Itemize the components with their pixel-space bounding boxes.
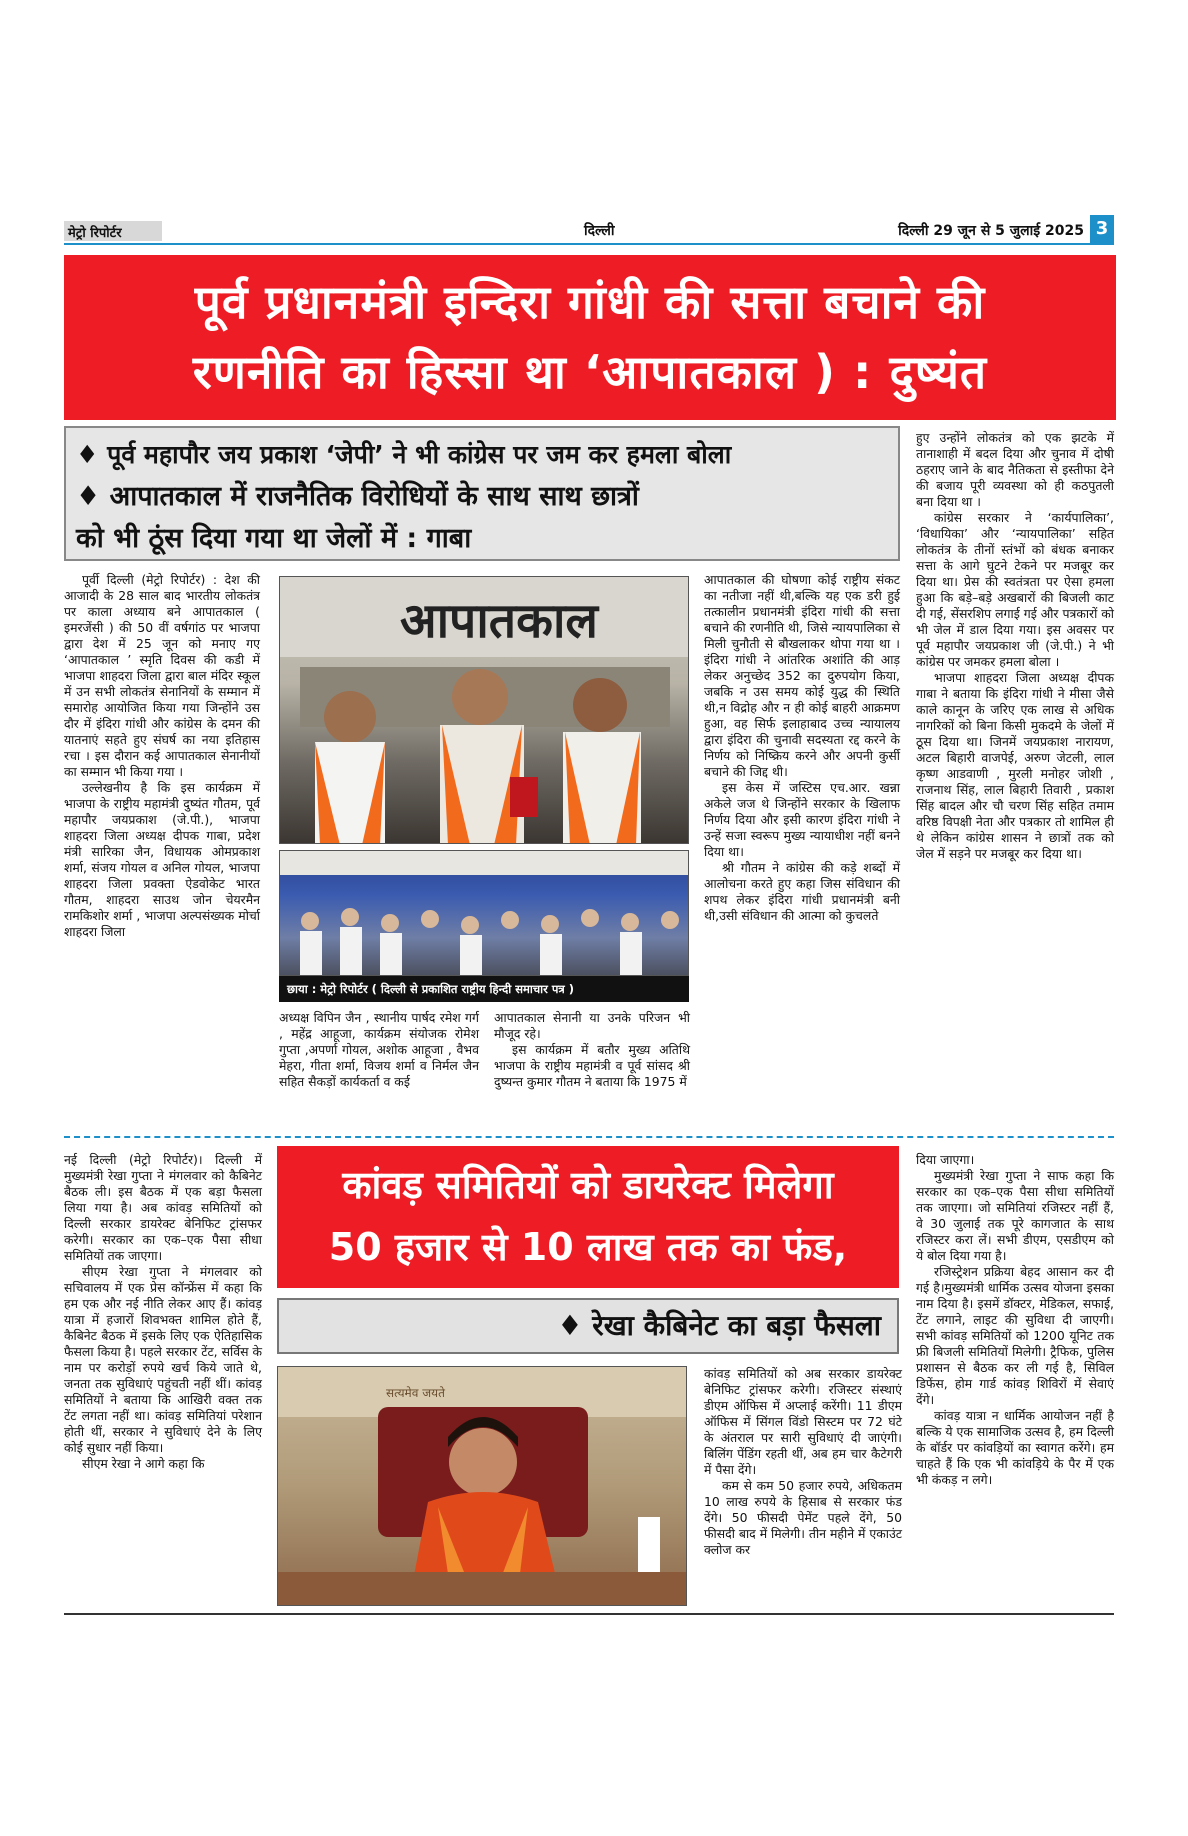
story1-headline <box>64 255 1116 420</box>
story1-deck-line1: ♦ पूर्व महापौर जय प्रकाश ‘जेपी’ ने भी कांग्रेस पर जम कर हमला बोला <box>76 440 732 469</box>
story1-headline-line2: रणनीति का हिस्सा था ‘आपातकाल ) : दुष्यंत <box>192 345 988 399</box>
chief-minister-photo <box>277 1366 687 1606</box>
section-name: दिल्ली <box>584 223 615 239</box>
paper-name: मेट्रो रिपोर्टर <box>64 221 162 241</box>
story1-deck-line2: ♦ आपातकाल में राजनैतिक विरोधियों के साथ साथ छात्रों <box>76 481 639 512</box>
press-conference-illustration <box>280 577 689 844</box>
story1-headline-line1: पूर्व प्रधानमंत्री इन्दिरा गांधी की सत्ता बचाने की <box>194 275 986 329</box>
audience-illustration <box>280 851 689 976</box>
story1-deck <box>64 426 900 561</box>
page-number: 3 <box>1090 215 1114 243</box>
dateline: दिल्ली 29 जून से 5 जुलाई 2025 <box>898 223 1084 239</box>
story2-paragraph: सीएम रेखा ने आगे कहा कि <box>82 1456 205 1471</box>
story2-paragraph: मुख्यमंत्री रेखा गुप्ता ने साफ कहा कि सरकार का एक–एक पैसा सीधा समितियों तक जाएगा। जो समितियां रजिस्टर नहीं हैं, वे 30 जुलाई तक पूरे कागजात के साथ रजिस्टर करा लें। सभी डीएम, एसडीएम को ये बोल दिया गया है। <box>916 1168 1114 1263</box>
story2-paragraph: नई दिल्ली (मेट्रो रिपोर्टर)। दिल्ली में मुख्यमंत्री रेखा गुप्ता ने मंगलवार को कैबिनेट बैठक ली। इस बैठक में एक बड़ा फैसला लिया गया है। अब कांवड़ समितियों को दिल्ली सरकार डायरेक्ट बेनिफिट ट्रांसफर करेगी। सरकार का एक–एक पैसा सीधा समितियों तक जाएगा। <box>64 1152 262 1263</box>
story2-column-1 <box>64 1152 262 1472</box>
story1-paragraph: श्री गौतम ने कांग्रेस की कड़े शब्दों में आलोचना करते हुए कहा जिस संविधान की शपथ लेकर इंदिरा गांधी प्रधानमंत्री बनी थी,उसी संविधान की आत्मा को कुचलते <box>704 860 900 923</box>
audience-photo <box>279 850 689 976</box>
story1-paragraph: इस कार्यक्रम में बतौर मुख्य अतिथि भाजपा के राष्ट्रीय महामंत्री व पूर्व सांसद श्री दुष्यन्त कुमार गौतम ने बताया कि 1975 में <box>494 1042 690 1089</box>
story1-paragraph: कांग्रेस सरकार ने ‘कार्यपालिका’, ‘विधायिका’ और ‘न्यायपालिका’ सहित लोकतंत्र के तीनों स्तंभों को बंधक बनाकर सत्ता के आगे घुटने टेकने पर मजबूर कर दिया था। प्रेस की स्वतंत्रता पर ऐसा हमला हुआ कि बड़े–बड़े अखबारों की बिजली काट दी गई, सेंसरशिप लगाई गई और पत्रकारों को भी जेल में डाल दिया गया। इस अवसर पर पूर्व महापौर जयप्रकाश जी (जे.पी.) ने भी कांग्रेस पर जमकर हमला बोला । <box>916 510 1114 669</box>
press-conference-photo <box>279 576 689 844</box>
story1-column-5 <box>916 430 1114 862</box>
story2-column-4 <box>916 1152 1114 1488</box>
story-separator <box>64 1136 1114 1138</box>
story1-paragraph: आपातकाल सेनानी या उनके परिजन भी मौजूद रहे। <box>494 1010 690 1041</box>
story2-paragraph: रजिस्ट्रेशन प्रक्रिया बेहद आसान कर दी गई है।मुख्यमंत्री धार्मिक उत्सव योजना इसका नाम दिया है। इसमें डॉक्टर, मेडिकल, सफाई, टेंट लगाने, लाइट की सुविधा दी जाएगी। सभी कांवड़ समितियों को 1200 यूनिट तक फ्री बिजली समितियों मिलेगी। ट्रैफिक, पुलिस प्रशासन से बैठक कर ली गई है, सिविल डिफेंस, होम गार्ड कांवड़ शिविरों में सेवाएं देंगे। <box>916 1264 1114 1407</box>
story2-headline-line2: 50 हजार से 10 लाख तक का फंड, <box>328 1225 848 1269</box>
story2-column-3 <box>704 1366 902 1558</box>
chief-minister-illustration <box>278 1367 687 1606</box>
story1-paragraph: इस केस में जस्टिस एच.आर. खन्ना अकेले जज थे जिन्होंने सरकार के खिलाफ निर्णय दिया और इसी कारण इंदिरा गांधी ने उन्हें सजा स्वरूप मुख्य न्यायाधीश नहीं बनने दिया था। <box>704 780 900 859</box>
story1-column-3 <box>494 1010 690 1090</box>
bottom-rule <box>64 1613 1114 1615</box>
story2-paragraph: कम से कम 50 हजार रुपये, अधिकतम 10 लाख रुपये के हिसाब से सरकार फंड देंगे। 50 फीसदी पेमेंट पहले देंगे, 50 फीसदी बाद में मिलेगी। तीन महीने में एकाउंट क्लोज कर <box>704 1478 902 1557</box>
story1-column-1 <box>64 572 260 940</box>
story1-column-4 <box>704 572 900 924</box>
story2-paragraph: कांवड़ समितियों को अब सरकार डायरेक्ट बेनिफिट ट्रांसफर करेगी। रजिस्टर संस्थाएं डीएम ऑफिस में अप्लाई करेंगी। 11 डीएम ऑफिस में सिंगल विंडो सिस्टम पर 72 घंटे के अंतराल पर सारी सुविधाएं दी जाएंगी। बिलिंग पेंडिंग रहती थीं, अब हम चार कैटेगरी में पैसा देंगे। <box>704 1366 902 1477</box>
story1-paragraph: अध्यक्ष विपिन जैन , स्थानीय पार्षद रमेश गर्ग , महेंद्र आहूजा, कार्यक्रम संयोजक रोमेश गुप्ता ,अपर्णा गोयल, अशोक आहूजा , वैभव मेहरा, गीता शर्मा, विजय शर्मा व निर्मल जैन सहित सैकड़ों कार्यकर्ता व कई <box>279 1010 479 1089</box>
emblem-text: सत्यमेव जयते <box>386 1386 445 1400</box>
story2-paragraph: सीएम रेखा गुप्ता ने मंगलवार को सचिवालय में एक प्रेस कॉन्फ्रेंस में कहा कि हम एक और नई नीति लेकर आए हैं। कांवड़ यात्रा में हजारों शिवभक्त शामिल होते हैं, कैबिनेट बैठक में इसके लिए एक ऐतिहासिक फैसला किया है। पहले सरकार टेंट, सर्विस के नाम पर करोड़ों रुपये खर्च किये जाते थे, जनता तक सुविधाएं पहुंचती नहीं थीं। कांवड़ समितियों ने बताया कि आखिरी वक्त तक टेंट लगता नहीं था। कांवड़ समितियां परेशान होती थीं, सरकार ने सुविधाएं देने के लिए कोई सुधार नहीं किया। <box>64 1264 262 1455</box>
story1-paragraph: हुए उन्होंने लोकतंत्र को एक झटके में तानाशाही में बदल दिया और चुनाव में दोषी ठहराए जाने के बाद नैतिकता से इस्तीफा देने की बजाय पूरी व्यवस्था को ही कठपुतली बना दिया था । <box>916 430 1114 509</box>
photo-caption: छाया : मेट्रो रिपोर्टर ( दिल्ली से प्रकाशित राष्ट्रीय हिन्दी समाचार पत्र ) <box>279 976 689 1002</box>
story1-paragraph: उल्लेखनीय है कि इस कार्यक्रम में भाजपा के राष्ट्रीय महामंत्री दुष्यंत गौतम, पूर्व महापौर जयप्रकाश (जे.पी.), भाजपा शाहदरा जिला अध्यक्ष दीपक गाबा, प्रदेश मंत्री सारिका जैन, विधायक ओमप्रकाश शर्मा, संजय गोयल व अनिल गोयल, भाजपा शाहदरा जिला प्रवक्ता ऐडवोकेट भारत गौतम, शाहदरा साउथ जोन चेयरमैन रामकिशोर शर्मा , भाजपा अल्पसंख्यक मोर्चा शाहदरा जिला <box>64 780 260 939</box>
story2-paragraph: दिया जाएगा। <box>916 1152 975 1167</box>
story2-headline <box>277 1146 899 1288</box>
story2-paragraph: कांवड़ यात्रा न धार्मिक आयोजन नहीं है बल्कि ये एक सामाजिक उत्सव है, हम दिल्ली के बॉर्डर पर कांवड़ियों का स्वागत करेंगे। हम चाहते हैं कि एक भी कांवड़िये के पैर में एक भी कंकड़ न लगे। <box>916 1408 1114 1487</box>
story1-paragraph: पूर्वी दिल्ली (मेट्रो रिपोर्टर) : देश की आजादी के 28 साल बाद भारतीय लोकतंत्र पर काला अध्याय बने आपातकाल ( इमरजेंसी ) की 50 वीं वर्षगांठ पर भाजपा द्वारा देश में 25 जून को मनाए गए ‘आपातकाल ’ स्मृति दिवस की कडी में भाजपा शाहदरा जिला द्वारा बाल मंदिर स्कूल में उन सभी लोकतंत्र सेनानियों के सम्मान में समारोह आयोजित किया गया जिन्होंने उस दौर में इंदिरा गांधी और कांग्रेस के दमन की यातनाएं सहते हुए संघर्ष का नया इतिहास रचा । इस दौरान कई आपातकाल सेनानीयों का सम्मान भी किया गया । <box>64 572 260 779</box>
story1-column-2 <box>279 1010 479 1090</box>
story1-paragraph: आपातकाल की घोषणा कोई राष्ट्रीय संकट का नतीजा नहीं थी,बल्कि यह एक डरी हुई तत्कालीन प्रधानमंत्री इंदिरा गांधी की सत्ता बचाने की रणनीति थी, जिसे न्यायपालिका से मिली चुनौती से बौखलाकर थोपा गया था । इंदिरा गांधी ने आंतरिक अशांति की आड़ लेकर अनुच्छेद 352 का दुरुपयोग किया, जबकि न उस समय कोई युद्ध की स्थिति थी,न विद्रोह और न ही कोई बाहरी आक्रमण हुआ, वह सिर्फ इलाहाबाद उच्च न्यायालय द्वारा इंदिरा की चुनावी सदस्यता रद्द करने के निर्णय को निष्क्रिय करने और अपनी कुर्सी बचाने की जिद्द थी। <box>704 572 900 779</box>
photo-banner-text: आपातकाल <box>400 593 598 649</box>
masthead <box>64 219 1114 245</box>
story2-headline-line1: कांवड़ समितियों को डायरेक्ट मिलेगा <box>342 1163 834 1207</box>
story1-paragraph: भाजपा शाहदरा जिला अध्यक्ष दीपक गाबा ने बताया कि इंदिरा गांधी ने मीसा जैसे काले कानून के जरिए एक लाख से अधिक नागरिकों को बिना किसी मुकदमे के जेलों में ठूस दिया था। जिनमें जयप्रकाश नारायण, अटल बिहारी वाजपेई, अरुण जेटली, लाल कृष्ण आडवाणी , मुरली मनोहर जोशी , राजनाथ सिंह, लाल बिहारी तिवारी , प्रकाश सिंह बादल और चौ चरण सिंह सहित तमाम वरिष्ठ विपक्षी नेता और पत्रकार तो शामिल ही थे लेकिन कांग्रेस शासन ने छात्रों तक को जेल में सड़ने पर मजबूर कर दिया था। <box>916 670 1114 861</box>
story2-deck: ♦ रेखा कैबिनेट का बड़ा फैसला <box>277 1298 899 1354</box>
story1-deck-line3: को भी ठूंस दिया गया था जेलों में : गाबा <box>76 523 472 554</box>
